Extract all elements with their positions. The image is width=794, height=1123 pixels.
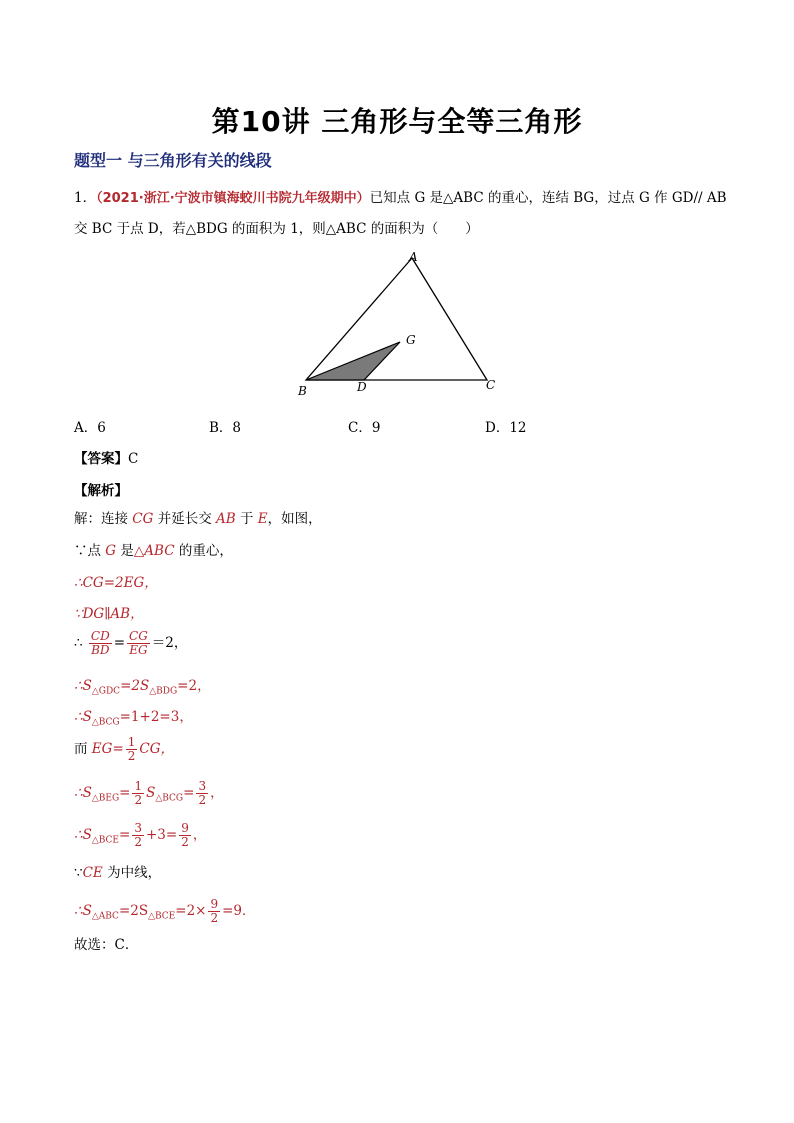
sol-text: ∴S — [74, 785, 92, 801]
label-a: A — [409, 250, 418, 264]
sol-text: 并延长交 — [153, 511, 217, 527]
solution-line-8 — [74, 736, 174, 763]
subscript: △GDC — [91, 686, 121, 697]
option-a: A．6 — [74, 420, 106, 436]
sol-text: =2S — [118, 903, 149, 919]
sol-text: =9． — [222, 903, 256, 919]
subscript: △BEG — [91, 793, 120, 804]
solution-line-9 — [74, 780, 224, 808]
fraction-three-halves — [196, 780, 208, 807]
label-b: B — [298, 384, 307, 398]
sol-text: = — [113, 635, 126, 651]
numerator: CG — [129, 629, 148, 643]
denominator: BD — [91, 643, 110, 657]
denominator: 2 — [134, 793, 143, 807]
subscript: △BCG — [155, 793, 184, 804]
sol-var: G — [105, 543, 117, 559]
analysis-label: 【解析】 — [74, 483, 128, 499]
sol-text: +3= — [145, 827, 178, 843]
label-d: D — [357, 380, 367, 394]
subscript: △BCE — [91, 835, 120, 846]
answer-line — [74, 447, 138, 467]
numerator: 3 — [198, 779, 207, 793]
question-line-2: 交 BC 于点 D，若△BDG 的面积为 1，则△ABC 的面积为（ ） — [74, 221, 479, 237]
fraction-nine-halves — [208, 898, 220, 925]
answer-label: 【答案】 — [74, 451, 128, 467]
sol-text: = — [112, 741, 124, 757]
sol-var: CG — [132, 511, 154, 527]
sol-text: = — [183, 785, 195, 801]
sol-text: =2， — [177, 678, 211, 694]
subscript: △ABC — [91, 911, 119, 922]
sol-text: ∵点 — [74, 543, 106, 559]
solution-line-2 — [74, 542, 233, 560]
sol-var: △ABC — [133, 543, 175, 559]
solution-line-3: ∴CG=2EG， — [74, 575, 158, 591]
sol-text: ∴S — [74, 827, 92, 843]
fraction-cg-eg — [127, 630, 150, 657]
solution-line-7 — [74, 708, 193, 732]
solution-line-13: 故选：C． — [74, 937, 139, 953]
sol-text: =1+2=3， — [119, 709, 193, 725]
numerator: 1 — [127, 735, 136, 749]
sol-text: ， — [210, 785, 224, 801]
sol-var: CE — [82, 865, 103, 881]
sol-text: S — [146, 785, 156, 801]
question-line-1 — [74, 186, 727, 206]
sol-text: 解：连接 — [74, 511, 133, 527]
option-c: C．9 — [348, 420, 381, 436]
denominator: 2 — [127, 749, 136, 763]
subscript: △BCE — [148, 911, 176, 922]
denominator: 2 — [134, 835, 142, 849]
fraction-three-halves — [132, 822, 144, 849]
fraction-half — [132, 780, 144, 807]
solution-line-4: ∵DG∥AB， — [74, 606, 144, 622]
sol-text: = — [119, 827, 131, 843]
numerator: 9 — [181, 821, 189, 835]
sol-text: ∵ — [74, 865, 83, 881]
numerator: 9 — [210, 897, 219, 911]
solution-line-5 — [74, 630, 187, 657]
question-text-1: 已知点 G 是△ABC 的重心，连结 BG，过点 G 作 GD// AB — [369, 190, 727, 206]
denominator: 2 — [181, 835, 189, 849]
fraction-half — [126, 736, 138, 763]
sol-var: EG — [91, 741, 113, 757]
fraction-cd-bd — [89, 630, 112, 657]
sol-text: ， — [192, 827, 207, 843]
sol-text: ∴ — [74, 635, 83, 651]
sol-text: CG， — [139, 741, 175, 757]
option-b: B．8 — [209, 420, 242, 436]
sol-text: ∴S — [74, 709, 92, 725]
triangle-figure — [290, 244, 510, 404]
solution-line-6 — [74, 677, 211, 701]
numerator: 3 — [134, 821, 142, 835]
sol-var: AB — [216, 511, 236, 527]
sol-text: 的重心， — [174, 543, 233, 559]
sol-text: 是 — [116, 543, 134, 559]
sol-text: 而 — [74, 741, 92, 757]
fraction-nine-halves — [179, 822, 191, 849]
triangle-abc — [306, 258, 487, 380]
label-g: G — [406, 333, 416, 347]
question-number: 1． — [74, 190, 97, 206]
numerator: CD — [90, 629, 110, 643]
solution-line-11 — [74, 864, 161, 882]
solution-line-10 — [74, 822, 206, 850]
solution-line-12 — [74, 898, 256, 926]
sol-text: ∴S — [74, 678, 92, 694]
sol-text: 于 — [235, 511, 258, 527]
denominator: 2 — [198, 793, 207, 807]
answer-value: C — [128, 451, 139, 467]
question-source: （2021·浙江·宁波市镇海蛟川书院九年级期中） — [96, 191, 370, 206]
sol-text: ，如图， — [267, 511, 322, 527]
label-c: C — [486, 378, 496, 392]
sol-text: 为中线， — [102, 865, 162, 881]
denominator: 2 — [210, 911, 219, 925]
solution-line-1 — [74, 510, 322, 528]
sol-text: ＝2， — [151, 635, 188, 651]
sol-text: = — [119, 785, 131, 801]
sol-text: =2× — [175, 903, 207, 919]
shaded-triangle-bdg — [306, 342, 400, 380]
page-title: 第10讲 三角形与全等三角形 — [211, 105, 583, 138]
sol-text: ∴S — [74, 903, 92, 919]
section-heading: 题型一 与三角形有关的线段 — [74, 151, 272, 170]
subscript: △BDG — [149, 686, 178, 697]
sol-var: E — [257, 511, 268, 527]
numerator: 1 — [134, 779, 143, 793]
sol-text: =2S — [120, 678, 150, 694]
option-d: D．12 — [485, 420, 527, 436]
subscript: △BCG — [91, 717, 120, 728]
denominator: EG — [129, 643, 148, 657]
